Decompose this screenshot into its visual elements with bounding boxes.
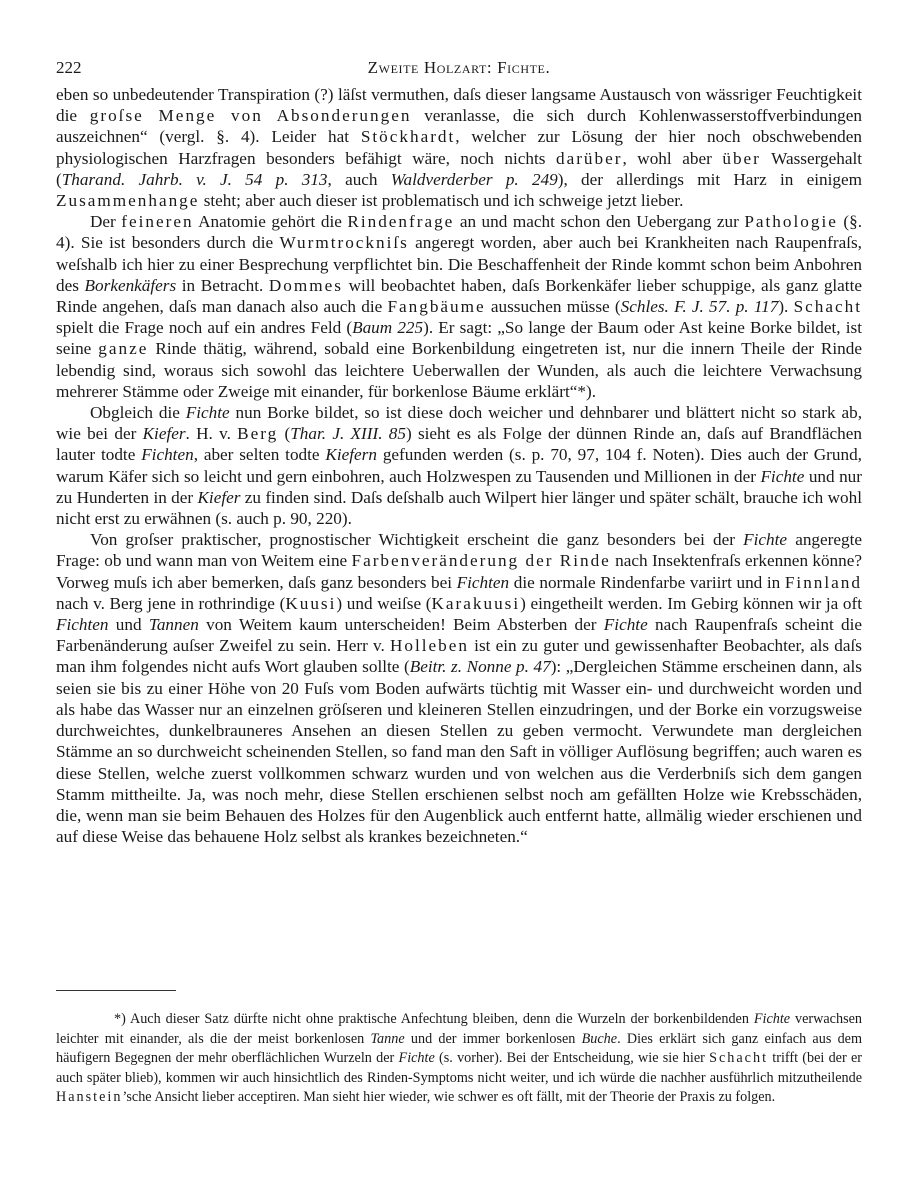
body-text	[56, 84, 862, 847]
paragraph	[56, 211, 862, 402]
text-run: eben so unbedeutender Transpiration (?) läſst vermuthen, daſs dieser langsame Austausch von wässriger Feuchtigkeit die	[56, 85, 862, 126]
text-run: *) Auch dieser Satz dürfte nicht ohne praktische Anfechtung bleiben, denn die Wurzeln der borkenbildenden	[114, 1011, 754, 1027]
page	[56, 58, 862, 847]
text-run: ), der allerdings mit Harz in einigem	[557, 169, 863, 189]
text-run: Rinde thätig, während, sobald eine Borkenbildung eingetreten ist, nur die innern Theile der Rinde lebendig sind, woraus sich sowohl das leichtere Ueberwallen der Wunden, als auch die leichtere Verwachsung mehrerer Stämme oder Zweige mit einander, für borkenlose Bäume erklärt“*).	[56, 339, 862, 401]
text-run: Der	[90, 212, 122, 232]
italic-text: Fichte	[185, 403, 230, 423]
text-run: ): „Dergleichen Stämme erscheinen dann, als seien sie bis zu einer Höhe von 20 Fuſs vom Boden aufwärts tüchtig mit Wasser ein- und durchweicht worden und als habe das Wasser nur an einzelnen gröſseren und kleineren Stellen einzudringen, und der Borke ein vorzugsweise durchweichtes, dunkelbrauneres Ansehen an diesen Stellen zu geben vermocht. Verwundete man dergleichen Stämme an so durchweicht scheinenden Stellen, so fand man den Saft in völliger Auflösung begriffen; auch waren es diese Stellen, welche zuerst vollkommen schwarz wurden und von welchen aus die Verderbniſs sich dem gangen Stamm mittheilte. Ja, was noch mehr, diese Stellen erschienen selbst noch am gefällten Holze wie Krebsschäden, die, wenn man sie beim Behauen des Holzes für den Augenblick auch entfernt hatte, allmälig wieder erschienen und auf diese Weise das behauene Holz selbst als krankes bezeichneten.“	[56, 657, 862, 847]
running-head: Zweite Holzart: Fichte.	[367, 58, 551, 77]
italic-text: Tharand. Jahrb. v. J. 54 p. 313	[61, 169, 328, 189]
text-run: steht; aber auch dieser ist problematisch und ich schweige jetzt lieber.	[199, 191, 684, 211]
spaced-text: groſse Menge von Absonderungen	[89, 106, 412, 126]
spaced-text: darüber	[555, 148, 623, 168]
italic-text: Tannen	[148, 615, 199, 635]
text-run: ). Er sagt: „So lange der Baum oder Ast keine Borke bildet, ist seine	[56, 318, 862, 359]
text-run: ).	[778, 297, 794, 317]
italic-text: Baum 225	[352, 318, 424, 338]
italic-text: Fichte	[603, 615, 648, 635]
text-run: gefunden werden (s. p. 70, 97, 104 f. Noten). Dies auch der Grund, warum Käfer sich so leicht und gern einbohren, auch Holzwespen zu Tausenden und Millionen in der	[56, 445, 862, 486]
text-run: , wohl aber	[622, 148, 723, 168]
italic-text: Waldverderber p. 249	[390, 169, 558, 189]
text-run: zu finden sind. Daſs deſshalb auch Wilpert hier länger und später schält, brauche ich wohl nicht erst zu erwähnen (s. auch p. 90, 220).	[56, 487, 862, 529]
spaced-text: feineren	[121, 212, 194, 232]
spaced-text: ganze	[98, 339, 149, 359]
italic-text: Kiefer	[197, 487, 241, 507]
paragraph	[56, 84, 862, 211]
text-run: Von groſser praktischer, prognostischer Wichtigkeit erscheint die ganz besonders bei der	[90, 530, 744, 550]
footnote-rule	[56, 990, 176, 991]
text-run: veranlasse, die sich durch Kohlenwasserstoffverbindungen auszeichnen“ (vergl. §. 4). Leider hat	[56, 106, 862, 147]
italic-text: Kiefer	[142, 424, 186, 444]
spaced-text: Fangbäume	[387, 297, 486, 317]
text-run: (s. vorher). Bei der Entscheidung, wie sie hier	[434, 1050, 710, 1067]
page-header	[56, 58, 862, 84]
spaced-text: Karakuusi	[431, 593, 521, 613]
italic-text: Thar. J. XIII. 85	[290, 424, 406, 444]
text-run: nach v. Berg jene in rothrindige (	[56, 593, 286, 613]
italic-text: Beitr. z. Nonne p. 47	[409, 657, 551, 677]
text-run: von Weitem kaum unterscheiden! Beim Absterben der	[198, 615, 604, 635]
text-run: angeregte Frage: ob und wann man von Weitem eine	[56, 530, 863, 571]
text-run: aussuchen müsse (	[485, 297, 621, 317]
text-run: trifft (bei der er auch später blieb), kommen wir auch hinsichtlich des Rinden-Symptoms nicht weiter, und ich würde die nachher ausführlich mitzutheilende	[56, 1050, 862, 1086]
text-run: ) sieht es als Folge der dünnen Rinde an, daſs auf Brandflächen lauter todte	[56, 424, 863, 465]
italic-text: Borkenkäfers	[84, 275, 177, 295]
text-run: verwachsen leichter mit einander, als die der meist borkenlosen	[56, 1011, 862, 1047]
text-run: und	[108, 615, 149, 635]
text-run: , aber selten todte	[193, 445, 326, 465]
italic-text: Tanne	[370, 1030, 405, 1047]
italic-text: Fichten	[56, 615, 109, 635]
paragraph	[56, 402, 862, 529]
italic-text: Fichten	[141, 445, 194, 465]
paragraph	[56, 529, 862, 847]
text-run: nach Insektenfraſs erkennen könne? Vorweg muſs ich aber bemerken, daſs ganz besonders bei	[56, 551, 863, 592]
text-run: nun Borke bildet, so ist diese doch weicher und dehnbarer und blättert nicht so stark ab, wie bei der	[56, 403, 862, 444]
italic-text: Fichte	[398, 1050, 435, 1067]
italic-text: Schles. F. J. 57. p. 117	[620, 297, 779, 317]
text-run: in Betracht.	[176, 275, 269, 295]
footnote-text	[56, 1010, 862, 1108]
text-run: Obgleich die	[90, 403, 186, 423]
text-run: ist ein zu guter und gewissenhafter Beobachter, als daſs man ihm folgendes nicht aufs Wort glauben sollte (	[56, 636, 862, 677]
text-run: . Dies erklärt sich ganz einfach aus dem häufigern Begegnen der mehr oberflächlichen Wurzeln der	[56, 1030, 863, 1067]
text-run: an und macht schon den Uebergang zur	[454, 212, 745, 232]
text-run: Wassergehalt (	[56, 148, 863, 189]
text-run: Anatomie gehört die	[193, 212, 348, 232]
spaced-text: Stöckhardt	[360, 127, 456, 147]
italic-text: Fichte	[743, 530, 788, 550]
spaced-text: Hanstein	[56, 1089, 123, 1106]
page-number: 222	[56, 58, 82, 77]
footnote	[56, 1010, 862, 1108]
spaced-text: Wurmtrockniſs	[279, 233, 409, 253]
italic-text: Fichten	[456, 572, 510, 592]
spaced-text: Schacht	[793, 297, 862, 317]
text-run: . H. v.	[185, 424, 238, 444]
spaced-text: Dommes	[268, 275, 343, 295]
spaced-text: Pathologie	[744, 212, 838, 232]
text-run: spielt die Frage noch auf ein andres Feld (	[56, 318, 353, 338]
text-run: ) und weiſse (	[336, 593, 432, 613]
spaced-text: über	[722, 148, 761, 168]
text-run: angeregt worden, aber auch bei Krankheiten nach Raupenfraſs, weſshalb ich hier zu einer Besprechung verpflichtet bin. Die Beschaffenheit der Rinde kommt schon beim Anbohren des	[56, 233, 862, 295]
text-run: , welcher zur Lösung der hier noch obschwebenden physiologischen Harzfragen besonders befähigt wäre, noch nichts	[56, 127, 862, 168]
spaced-text: Finnland	[784, 572, 862, 592]
text-run: (	[278, 424, 291, 444]
text-run: und der immer borkenlosen	[404, 1030, 582, 1047]
italic-text: Fichte	[760, 466, 805, 486]
italic-text: Kiefern	[325, 445, 377, 465]
text-run: will beobachtet haben, daſs Borkenkäfer lieber schuppige, als ganz glatte Rinde angehen, daſs man danach also auch die	[56, 275, 862, 317]
text-run: (§. 4). Sie ist besonders durch die	[56, 212, 862, 253]
text-run: , auch	[327, 169, 391, 189]
italic-text: Buche	[581, 1030, 618, 1047]
spaced-text: Rindenfrage	[347, 212, 455, 232]
text-run: ) eingetheilt werden. Im Gebirg können wir ja oft	[520, 593, 862, 613]
text-run: ’sche Ansicht lieber acceptiren. Man sieht hier wieder, wie schwer es oft fällt, mit der Theorie der Praxis zu folgen.	[122, 1089, 776, 1106]
spaced-text: Schacht	[709, 1050, 769, 1067]
spaced-text: Zusammenhange	[56, 191, 200, 211]
spaced-text: Berg	[237, 424, 279, 444]
text-run: die normale Rindenfarbe variirt und in	[509, 572, 785, 592]
text-run: und nur zu Hunderten in der	[56, 466, 862, 507]
spaced-text: Holleben	[389, 636, 469, 656]
italic-text: Fichte	[753, 1011, 791, 1027]
spaced-text: Kuusi	[285, 593, 337, 613]
spaced-text: Farbenveränderung der Rinde	[351, 551, 611, 571]
text-run: nach Raupenfraſs scheint die Farbenänderung auſser Zweifel zu sein. Herr v.	[56, 615, 862, 656]
